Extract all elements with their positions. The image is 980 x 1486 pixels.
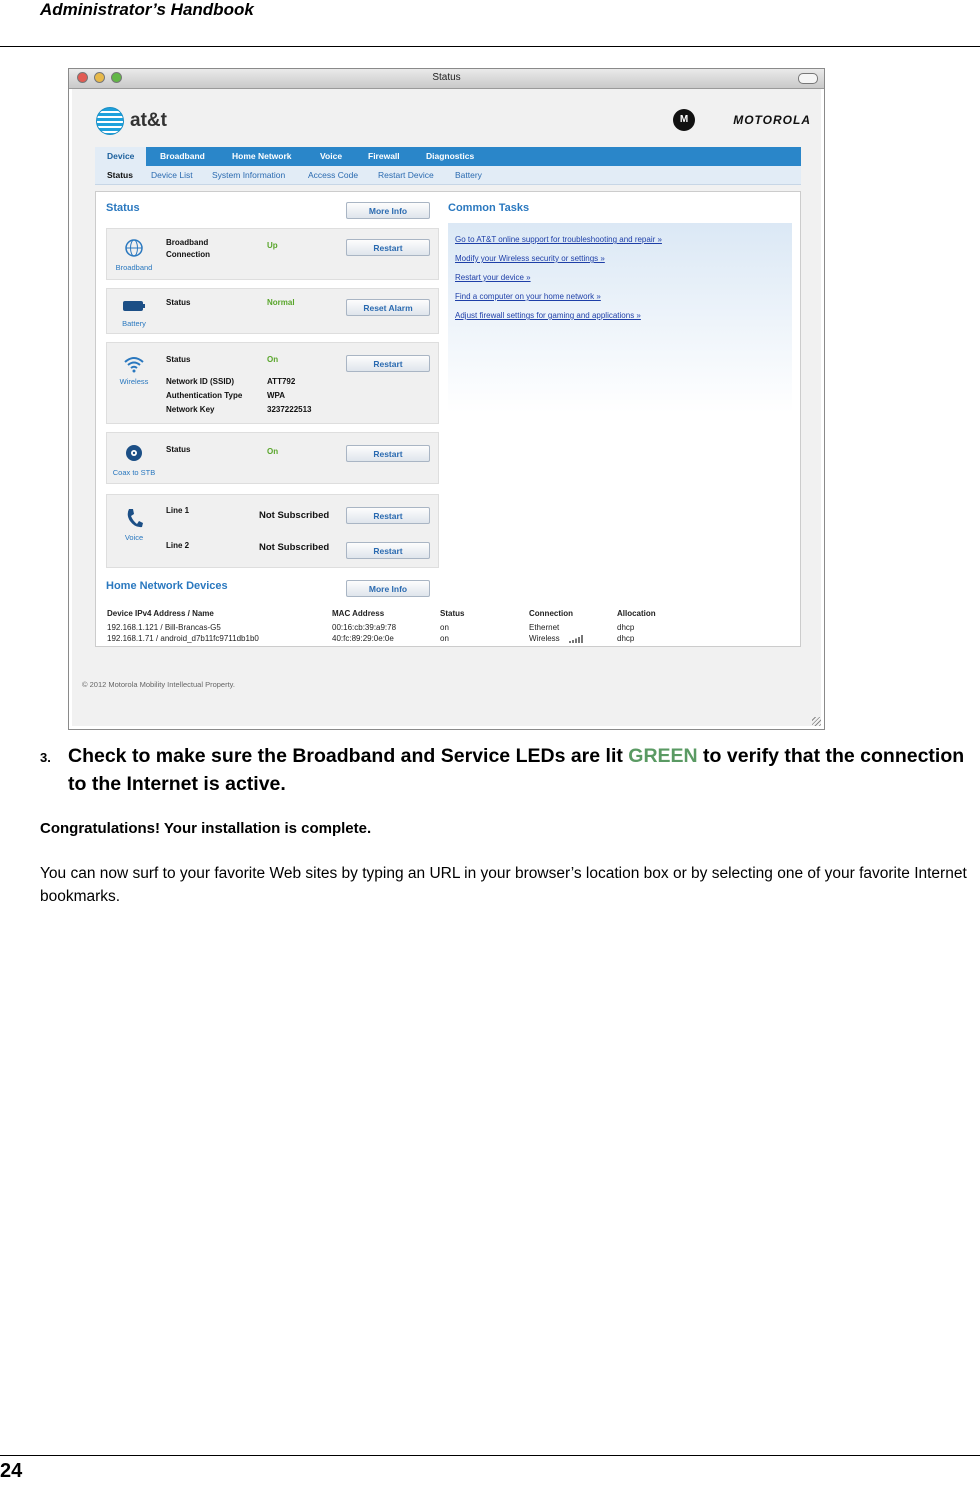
battery-card bbox=[106, 288, 439, 334]
motorola-logo-text: MOTOROLA bbox=[733, 113, 811, 127]
broadband-card bbox=[106, 228, 439, 280]
mac-cell: 40:fc:89:29:0e:0e bbox=[332, 634, 394, 643]
ssid-value: ATT792 bbox=[267, 377, 296, 386]
device-address-cell: 192.168.1.121 / Bill-Brancas-G5 bbox=[107, 623, 221, 632]
body-paragraph: You can now surf to your favorite Web sites by typing an URL in your browser’s location box or by selecting one of your favorite Internet bookmarks. bbox=[40, 865, 967, 905]
coax-connector-icon bbox=[124, 443, 144, 463]
col-header-device: Device IPv4 Address / Name bbox=[107, 609, 214, 618]
resize-grip-icon[interactable] bbox=[812, 717, 821, 726]
subtab-battery[interactable]: Battery bbox=[455, 170, 482, 180]
web-content bbox=[72, 89, 821, 726]
page-number: 24 bbox=[0, 1460, 23, 1482]
phone-icon bbox=[125, 507, 143, 529]
task-link-wireless-security[interactable]: Modify your Wireless security or settings » bbox=[455, 254, 605, 263]
status-cell: on bbox=[440, 634, 449, 643]
task-link-support[interactable]: Go to AT&T online support for troubleshooting and repair » bbox=[455, 235, 662, 244]
connection-cell: Wireless bbox=[529, 634, 560, 643]
voice-card bbox=[106, 494, 439, 568]
line1-label: Line 1 bbox=[166, 506, 190, 515]
subtab-device-list[interactable]: Device List bbox=[151, 170, 193, 180]
broadband-restart-button[interactable]: Restart bbox=[346, 239, 430, 256]
auth-type-label: Authentication Type bbox=[166, 391, 243, 400]
col-header-allocation: Allocation bbox=[617, 609, 656, 618]
battery-icon-label: Battery bbox=[122, 319, 146, 328]
common-tasks-box bbox=[448, 223, 792, 413]
step-number: 3. bbox=[40, 750, 51, 765]
network-key-label: Network Key bbox=[166, 405, 215, 414]
att-globe-icon bbox=[96, 107, 124, 135]
coax-status-value: On bbox=[267, 447, 279, 456]
mac-cell: 00:16:cb:39:a9:78 bbox=[332, 623, 397, 632]
common-tasks-title: Common Tasks bbox=[448, 202, 530, 214]
battery-icon bbox=[122, 299, 146, 313]
auth-type-value: WPA bbox=[267, 391, 286, 400]
battery-status-value: Normal bbox=[267, 298, 295, 307]
main-nav bbox=[95, 147, 801, 166]
reset-alarm-button[interactable]: Reset Alarm bbox=[346, 299, 430, 316]
header-rule bbox=[0, 46, 980, 47]
green-highlight: GREEN bbox=[628, 745, 698, 767]
line2-value: Not Subscribed bbox=[259, 542, 330, 553]
line2-label: Line 2 bbox=[166, 541, 190, 550]
broadband-icon-label: Broadband bbox=[115, 263, 153, 272]
tab-home-network[interactable]: Home Network bbox=[232, 151, 292, 161]
broadband-label: Broadband bbox=[166, 238, 209, 247]
connection-cell: Ethernet bbox=[529, 623, 560, 632]
wifi-icon bbox=[123, 355, 145, 373]
task-link-find-computer[interactable]: Find a computer on your home network » bbox=[455, 292, 601, 301]
globe-icon bbox=[124, 238, 144, 258]
congratulations-heading: Congratulations! Your installation is complete. bbox=[40, 820, 372, 837]
line2-restart-button[interactable]: Restart bbox=[346, 542, 430, 559]
coax-restart-button[interactable]: Restart bbox=[346, 445, 430, 462]
wireless-restart-button[interactable]: Restart bbox=[346, 355, 430, 372]
network-key-value: 3237222513 bbox=[267, 405, 312, 414]
step-instruction bbox=[68, 742, 968, 798]
subtab-status[interactable]: Status bbox=[107, 170, 133, 180]
status-more-info-button[interactable]: More Info bbox=[346, 202, 430, 219]
brand-row bbox=[92, 103, 811, 139]
footer-rule bbox=[0, 1455, 980, 1456]
allocation-cell: dhcp bbox=[617, 634, 635, 643]
status-cell: on bbox=[440, 623, 449, 632]
connection-label: Connection bbox=[166, 250, 210, 259]
motorola-batwing-icon: M bbox=[673, 109, 695, 131]
step-text-before: Check to make sure the Broadband and Service LEDs are lit bbox=[68, 745, 629, 767]
battery-status-label: Status bbox=[166, 298, 191, 307]
window-title: Status bbox=[432, 72, 461, 83]
status-panel bbox=[95, 191, 801, 647]
status-section-title: Status bbox=[106, 202, 140, 214]
sub-nav bbox=[95, 166, 801, 185]
line1-restart-button[interactable]: Restart bbox=[346, 507, 430, 524]
wireless-icon-label: Wireless bbox=[119, 377, 149, 386]
wireless-status-label: Status bbox=[166, 355, 191, 364]
subtab-access-code[interactable]: Access Code bbox=[308, 170, 359, 180]
tab-voice[interactable]: Voice bbox=[320, 151, 343, 161]
copyright-text: © 2012 Motorola Mobility Intellectual Property. bbox=[82, 680, 235, 689]
col-header-status: Status bbox=[440, 609, 465, 618]
signal-strength-icon bbox=[569, 635, 583, 643]
window-titlebar bbox=[69, 69, 824, 89]
wireless-card bbox=[106, 342, 439, 424]
toolbar-toggle-icon[interactable] bbox=[798, 73, 818, 84]
step-text-after: to verify that the connection to the Internet is active. bbox=[68, 745, 965, 795]
coax-status-label: Status bbox=[166, 445, 191, 454]
tab-firewall[interactable]: Firewall bbox=[368, 151, 400, 161]
allocation-cell: dhcp bbox=[617, 623, 635, 632]
coax-card bbox=[106, 432, 439, 484]
browser-window bbox=[68, 68, 825, 730]
device-address-cell: 192.168.1.71 / android_d7b11fc9711db1b0 bbox=[107, 634, 259, 643]
subtab-restart-device[interactable]: Restart Device bbox=[378, 170, 434, 180]
task-link-restart-device[interactable]: Restart your device » bbox=[455, 273, 531, 282]
wireless-status-value: On bbox=[267, 355, 279, 364]
task-link-firewall[interactable]: Adjust firewall settings for gaming and applications » bbox=[455, 311, 641, 320]
ssid-label: Network ID (SSID) bbox=[166, 377, 235, 386]
tab-device[interactable]: Device bbox=[95, 147, 146, 166]
att-logo-text: at&t bbox=[130, 110, 167, 131]
voice-icon-label: Voice bbox=[124, 533, 144, 542]
col-header-mac: MAC Address bbox=[332, 609, 385, 618]
tab-diagnostics[interactable]: Diagnostics bbox=[426, 151, 475, 161]
col-header-connection: Connection bbox=[529, 609, 573, 618]
broadband-status-value: Up bbox=[267, 241, 278, 250]
home-network-devices-title: Home Network Devices bbox=[106, 580, 228, 592]
tab-broadband[interactable]: Broadband bbox=[160, 151, 205, 161]
coax-icon-label: Coax to STB bbox=[112, 468, 156, 477]
line1-value: Not Subscribed bbox=[259, 510, 330, 521]
devices-more-info-button[interactable]: More Info bbox=[346, 580, 430, 597]
page-header-title: Administrator’s Handbook bbox=[40, 0, 254, 19]
subtab-system-information[interactable]: System Information bbox=[212, 170, 286, 180]
